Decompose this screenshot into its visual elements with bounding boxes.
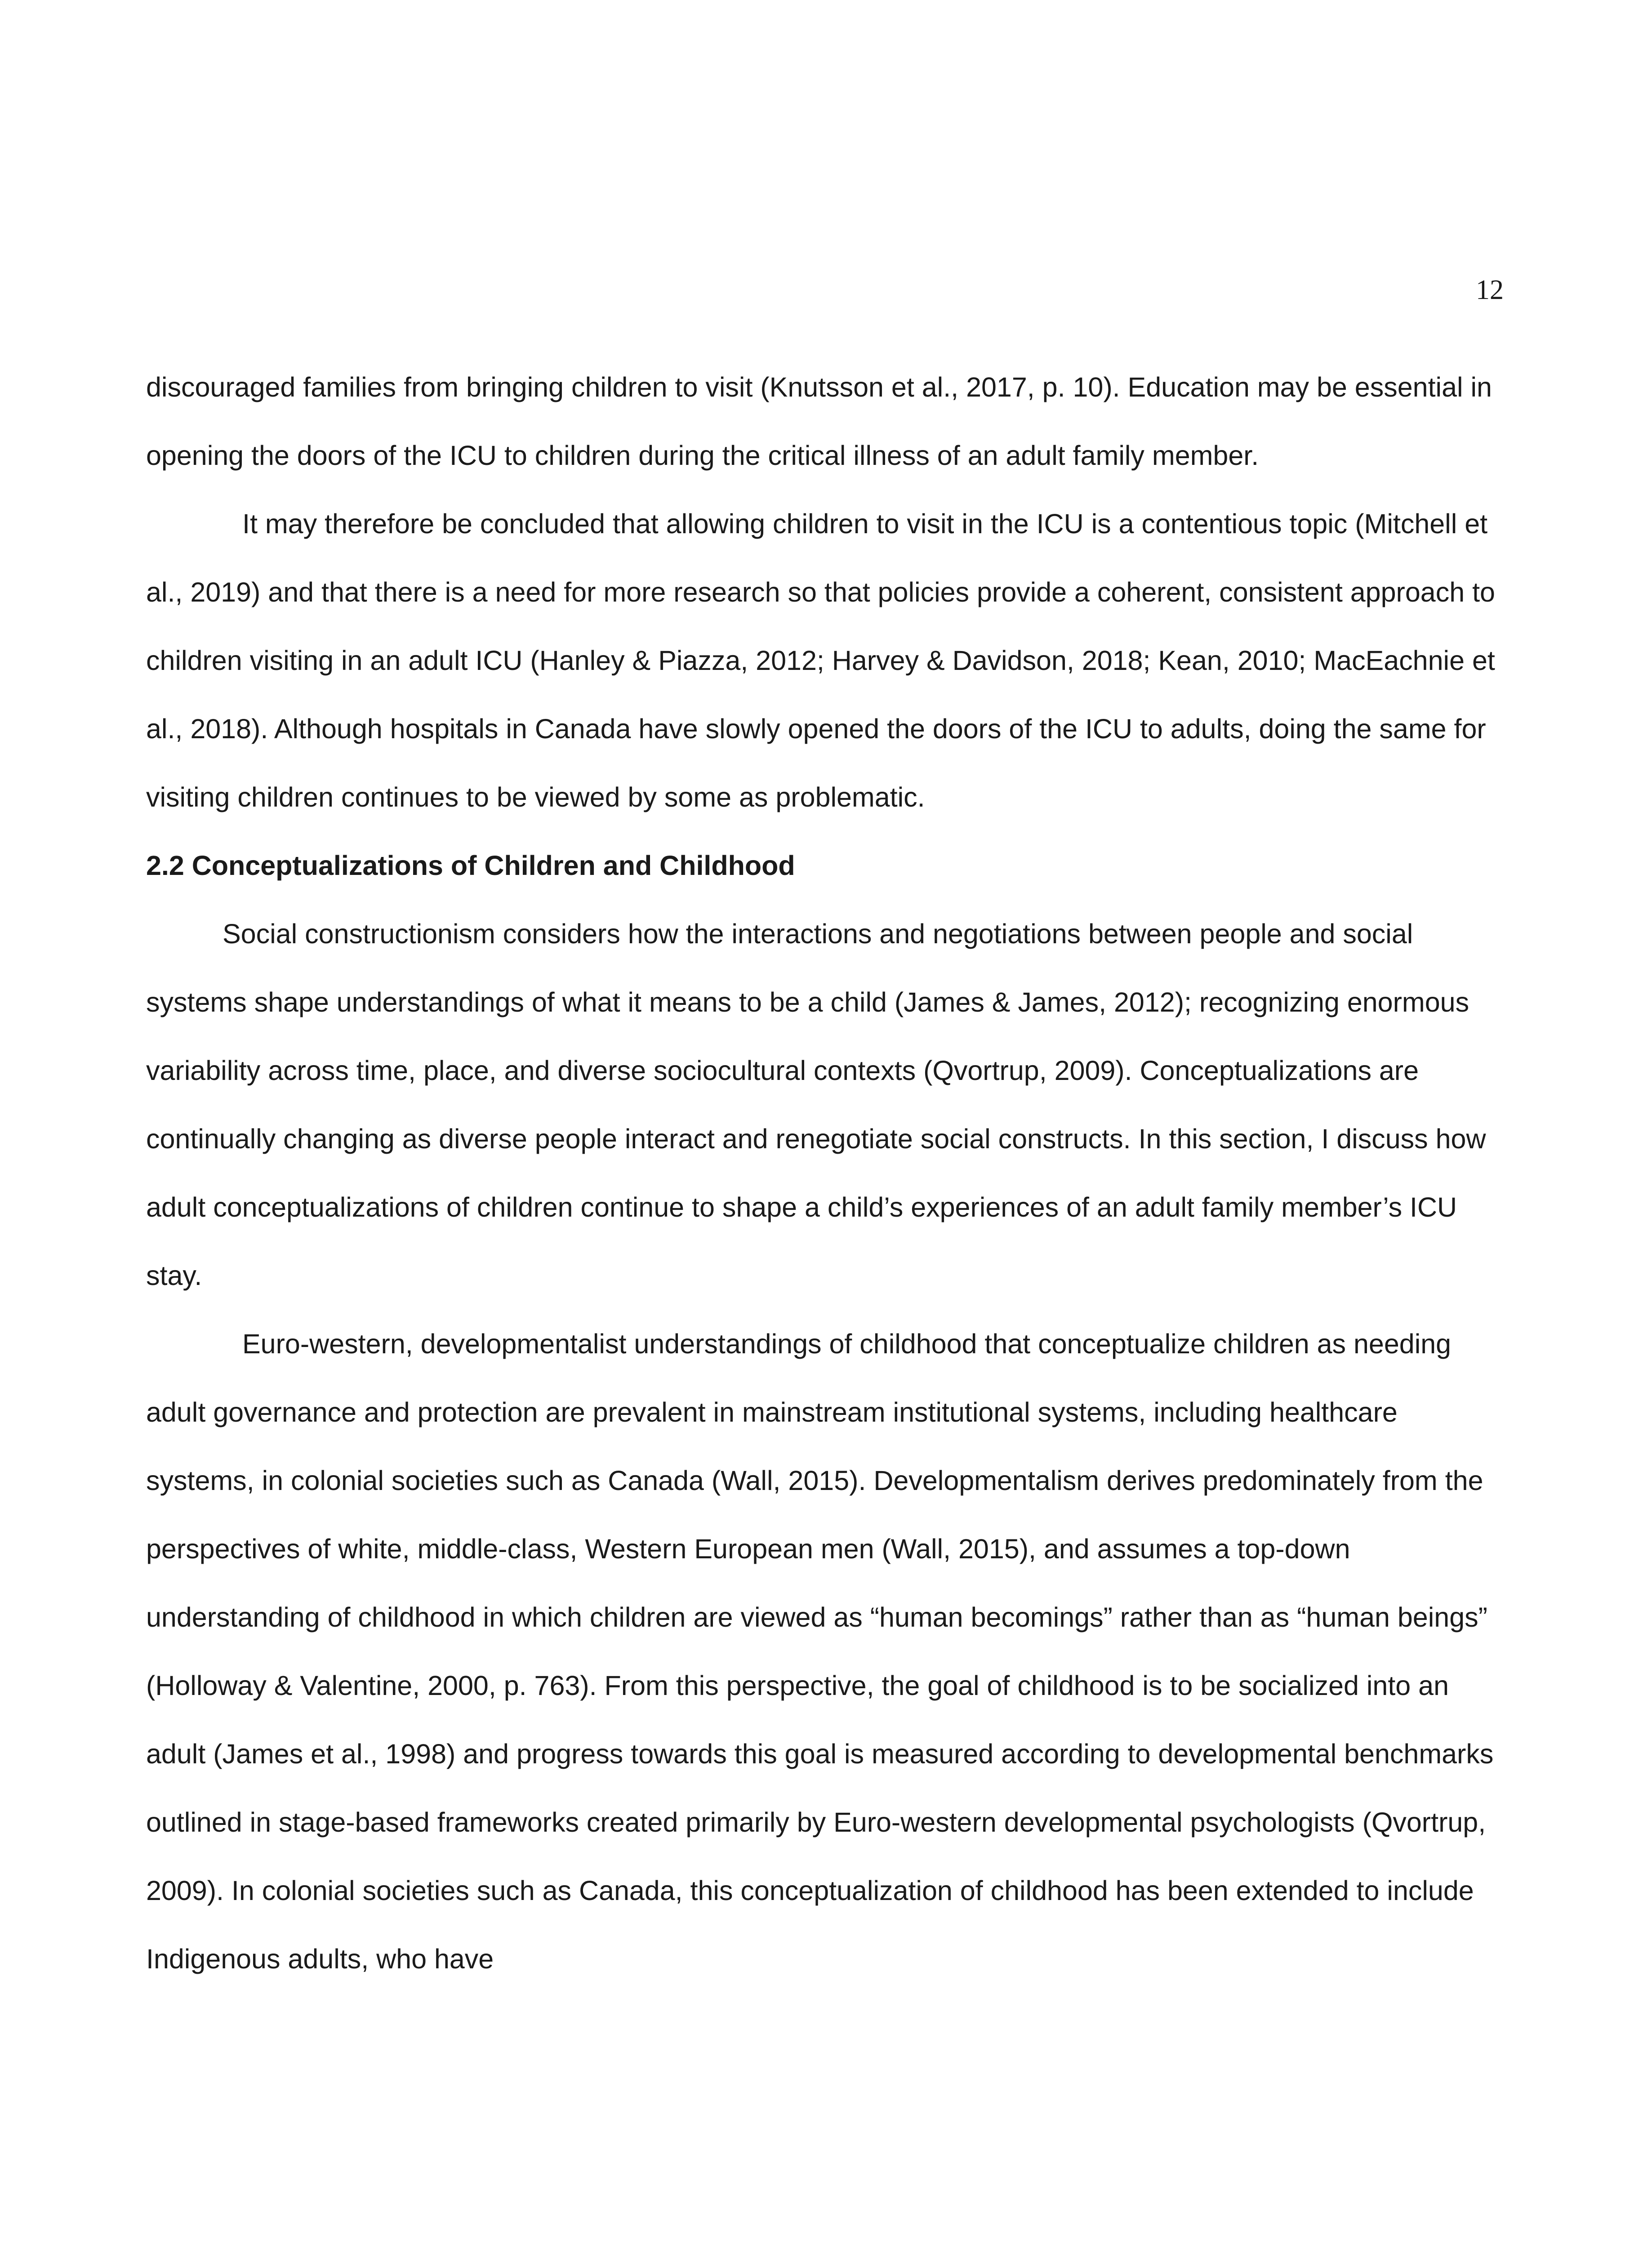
paragraph-conclusion: It may therefore be concluded that allowing children to visit in the ICU is a contentious topic (Mitchell et al., 2019) and that there is a need for more research so that policies provide a coherent, consistent approach to children visiting in an adult ICU (Hanley & Piazza, 2012; Harvey & Davidson, 2018; Kean, 2010; MacEachnie et al., 2018). Although hospitals in Canada have slowly opened the doors of the ICU to adults, doing the same for visiting children continues to be viewed by some as problematic. [146,508,1495,812]
paragraph-developmentalism: Euro-western, developmentalist understandings of childhood that conceptualize children as needing adult governance and protection are prevalent in mainstream institutional systems, including healthcare systems, in colonial societies such as Canada (Wall, 2015). Developmentalism derives predominately from the perspectives of white, middle-class, Western European men (Wall, 2015), and assumes a top-down understanding of childhood in which children are viewed as “human becomings” rather than as “human beings” (Holloway & Valentine, 2000, p. 763). From this perspective, the goal of childhood is to be socialized into an adult (James et al., 1998) and progress towards this goal is measured according to developmental benchmarks outlined in stage-based frameworks created primarily by Euro-western developmental psychologists (Qvortrup, 2009). In colonial societies such as Canada, this conceptualization of childhood has been extended to include Indigenous adults, who have [146,1329,1494,1974]
section-heading: 2.2 Conceptualizations of Children and Childhood [146,850,795,881]
document-body [146,353,1504,1993]
paragraph-continued: discouraged families from bringing children to visit (Knutsson et al., 2017, p. 10). Education may be essential in opening the doors of the ICU to children during the critical illness of an adult family member. [146,372,1492,471]
paragraph-social-constructionism: Social constructionism considers how the interactions and negotiations between people and social systems shape understandings of what it means to be a child (James & James, 2012); recognizing enormous variability across time, place, and diverse sociocultural contexts (Qvortrup, 2009). Conceptualizations are continually changing as diverse people interact and renegotiate social constructs. In this section, I discuss how adult conceptualizations of children continue to shape a child’s experiences of an adult family member’s ICU stay. [146,919,1486,1291]
page-number: 12 [1476,275,1504,305]
